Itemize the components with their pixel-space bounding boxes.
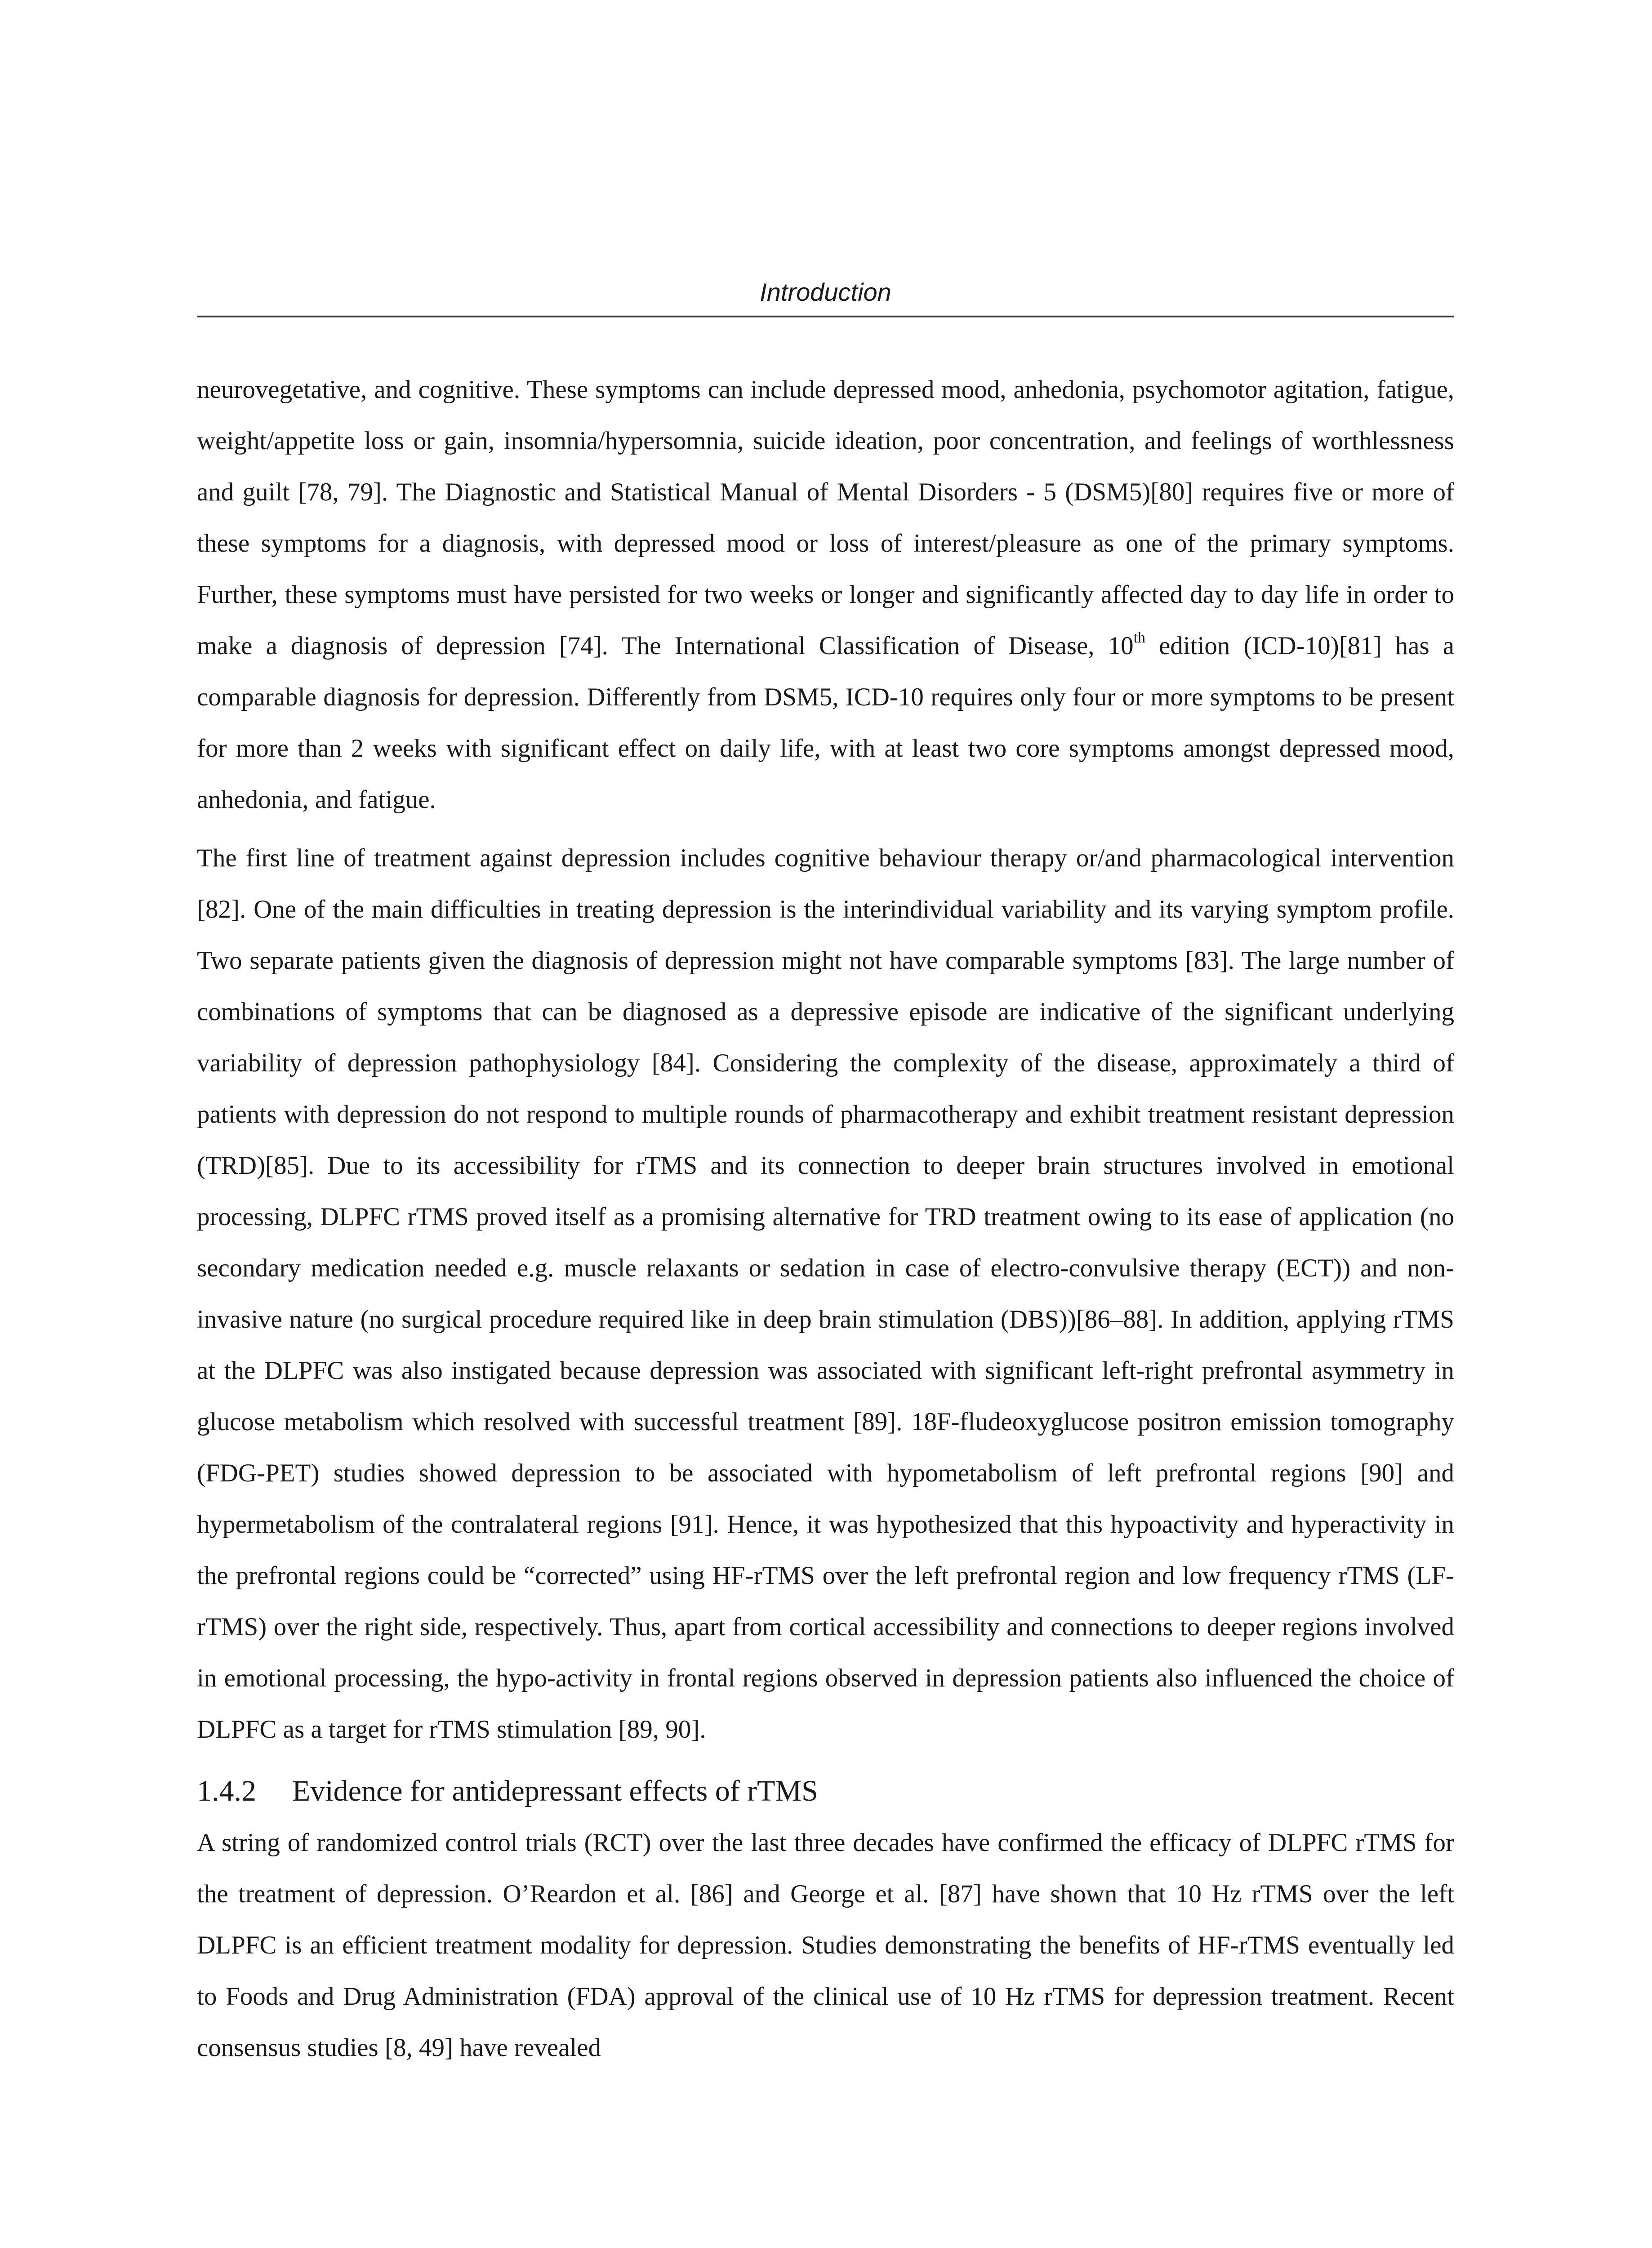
running-head-title: Introduction bbox=[760, 278, 891, 306]
paragraph-symptoms-text-1: neurovegetative, and cognitive. These symptoms can include depressed mood, anhedonia, psychomotor agitation, fatigue, weight/appetite loss or gain, insomnia/hypersomnia, suicide ideation, poor concentration, and feelings of worthlessness and guilt [78, 79]. The Diagnostic and Statistical Manual of Mental Disorders - 5 (DSM5)[80] requires five or more of these symptoms for a diagnosis, with depressed mood or loss of interest/pleasure as one of the primary symptoms. Further, these symptoms must have persisted for two weeks or longer and significantly affected day to day life in order to make a diagnosis of depression [74]. The International Classification of Disease, 10 bbox=[197, 375, 1454, 660]
section-number: 1.4.2 bbox=[197, 1775, 256, 1807]
paragraph-symptoms bbox=[197, 364, 1454, 825]
paragraph-symptoms-text-2: edition (ICD-10)[81] has a comparable diagnosis for depression. Differently from DSM5, ICD-10 requires only four or more symptoms to be present for more than 2 weeks with significant effect on daily life, with at least two core symptoms amongst depressed mood, anhedonia, and fatigue. bbox=[197, 632, 1454, 814]
page-body bbox=[197, 364, 1454, 2074]
section-title: Evidence for antidepressant effects of rTMS bbox=[292, 1775, 818, 1807]
paragraph-evidence: A string of randomized control trials (RCT) over the last three decades have confirmed the efficacy of DLPFC rTMS for the treatment of depression. O’Reardon et al. [86] and George et al. [87] have shown that 10 Hz rTMS over the left DLPFC is an efficient treatment modality for depression. Studies demonstrating the benefits of HF-rTMS eventually led to Foods and Drug Administration (FDA) approval of the clinical use of 10 Hz rTMS for depression treatment. Recent consensus studies [8, 49] have revealed bbox=[197, 1829, 1454, 2062]
paragraph-treatment: The first line of treatment against depression includes cognitive behaviour therapy or/and pharmacological intervention [82]. One of the main difficulties in treating depression is the interindividual variability and its varying symptom profile. Two separate patients given the diagnosis of depression might not have comparable symptoms [83]. The large number of combinations of symptoms that can be diagnosed as a depressive episode are indicative of the significant underlying variability of depression pathophysiology [84]. Considering the complexity of the disease, approximately a third of patients with depression do not respond to multiple rounds of pharmacotherapy and exhibit treatment resistant depression (TRD)[85]. Due to its accessibility for rTMS and its connection to deeper brain structures involved in emotional processing, DLPFC rTMS proved itself as a promising alternative for TRD treatment owing to its ease of application (no secondary medication needed e.g. muscle relaxants or sedation in case of electro-convulsive therapy (ECT)) and non-invasive nature (no surgical procedure required like in deep brain stimulation (DBS))[86–88]. In addition, applying rTMS at the DLPFC was also instigated because depression was associated with significant left-right prefrontal asymmetry in glucose metabolism which resolved with successful treatment [89]. 18F-fludeoxyglucose positron emission tomography (FDG-PET) studies showed depression to be associated with hypometabolism of left prefrontal regions [90] and hypermetabolism of the contralateral regions [91]. Hence, it was hypothesized that this hypoactivity and hyperactivity in the prefrontal regions could be “corrected” using HF-rTMS over the left prefrontal region and low frequency rTMS (LF-rTMS) over the right side, respectively. Thus, apart from cortical accessibility and connections to deeper regions involved in emotional processing, the hypo-activity in frontal regions observed in depression patients also influenced the choice of DLPFC as a target for rTMS stimulation [89, 90]. bbox=[197, 844, 1454, 1744]
section-heading bbox=[197, 1765, 1454, 1817]
header-divider bbox=[197, 316, 1454, 317]
ordinal-superscript: th bbox=[1133, 629, 1146, 646]
